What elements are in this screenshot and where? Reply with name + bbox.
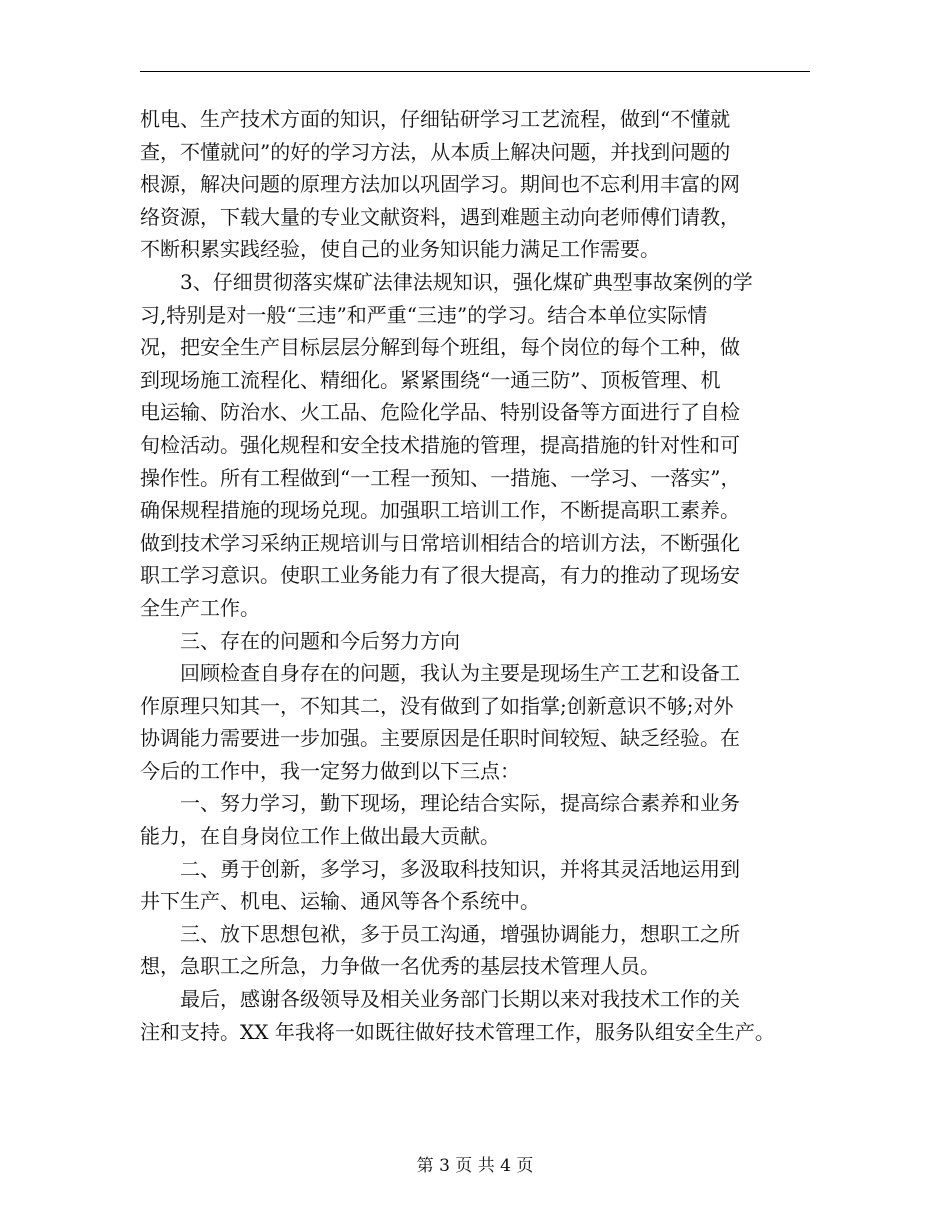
text-line: 作原理只知其一，不知其二，没有做到了如指掌;创新意识不够;对外 — [140, 693, 734, 718]
document-body — [140, 103, 812, 1048]
text-line: 协调能力需要进一步加强。主要原因是任职时间较短、缺乏经验。在 — [140, 726, 740, 751]
text-line: 做到技术学习采纳正规培训与日常培训相结合的培训方法，不断强化 — [140, 530, 740, 555]
text-line: 根源，解决问题的原理方法加以巩固学习。期间也不忘利用丰富的网 — [140, 172, 740, 197]
paragraph-start-line: 三、放下思想包袱，多于员工沟通，增强协调能力，想职工之所 — [180, 921, 740, 946]
paragraph-start-line: 最后，感谢各级领导及相关业务部门长期以来对我技术工作的关 — [180, 987, 740, 1012]
text-line: 职工学习意识。使职工业务能力有了很大提高，有力的推动了现场安 — [140, 563, 740, 588]
paragraph-start-line: 一、努力学习，勤下现场，理论结合实际，提高综合素养和业务 — [180, 791, 740, 816]
text-line: 注和支持。XX 年我将一如既往做好技术管理工作，服务队组安全生产。 — [140, 1019, 775, 1044]
text-line: 井下生产、机电、运输、通风等各个系统中。 — [140, 889, 540, 914]
paragraph-start-line: 3、仔细贯彻落实煤矿法律法规知识，强化煤矿典型事故案例的学 — [180, 269, 753, 294]
text-line: 机电、生产技术方面的知识，仔细钻研学习工艺流程，做到“不懂就 — [140, 107, 731, 131]
text-line: 不断积累实践经验，使自己的业务知识能力满足工作需要。 — [140, 237, 660, 262]
text-line: 习,特别是对一般“三违”和严重“三违”的学习。结合本单位实际情 — [140, 302, 708, 327]
text-line: 确保规程措施的现场兑现。加强职工培训工作，不断提高职工素养。 — [140, 498, 740, 523]
text-line: 查，不懂就问”的好的学习方法，从本质上解决问题，并找到问题的 — [140, 139, 731, 164]
text-line: 想，急职工之所急，力争做一名优秀的基层技术管理人员。 — [140, 954, 660, 979]
text-line: 操作性。所有工程做到“一工程一预知、一措施、一学习、一落实”， — [140, 465, 741, 490]
header-rule — [140, 71, 810, 72]
text-line: 今后的工作中，我一定努力做到以下三点： — [140, 758, 520, 783]
paragraph-start-line: 二、勇于创新，多学习，多汲取科技知识，并将其灵活地运用到 — [180, 856, 740, 881]
text-line: 电运输、防治水、火工品、危险化学品、特别设备等方面进行了自检 — [140, 400, 740, 425]
section-heading: 三、存在的问题和今后努力方向 — [180, 628, 460, 653]
text-line: 到现场施工流程化、精细化。紧紧围绕“一通三防”、顶板管理、机 — [140, 367, 721, 392]
text-line: 络资源，下载大量的专业文献资料，遇到难题主动向老师傅们请教， — [140, 204, 740, 229]
paragraph-start-line: 回顾检查自身存在的问题，我认为主要是现场生产工艺和设备工 — [180, 661, 740, 686]
text-line: 能力，在自身岗位工作上做出最大贡献。 — [140, 824, 500, 849]
text-line: 况，把安全生产目标层层分解到每个班组，每个岗位的每个工种，做 — [140, 335, 740, 360]
page-number-footer: 第 3 页 共 4 页 — [416, 1156, 534, 1176]
text-line: 全生产工作。 — [140, 595, 260, 620]
text-line: 旬检活动。强化规程和安全技术措施的管理，提高措施的针对性和可 — [140, 432, 740, 457]
